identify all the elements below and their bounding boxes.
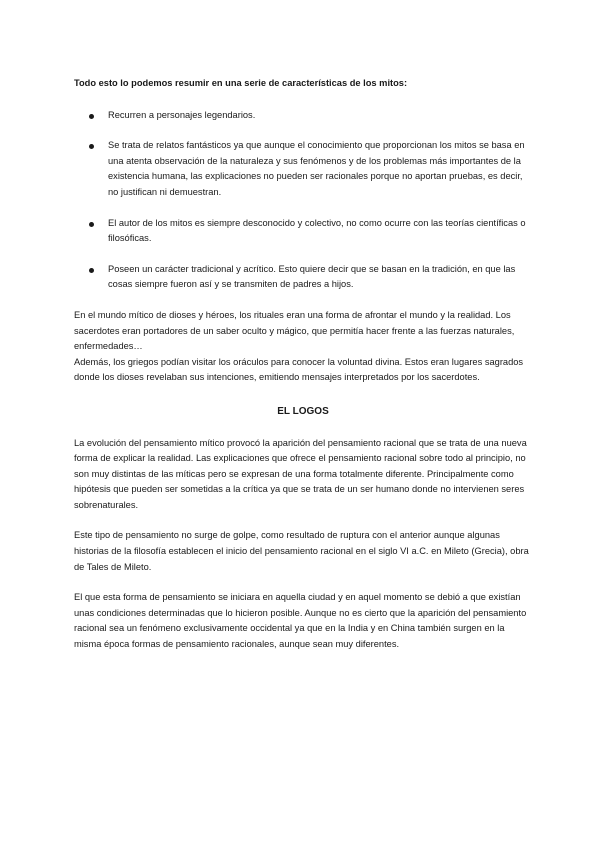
list-item-text: Recurren a personajes legendarios. xyxy=(108,109,256,120)
list-item-text: Se trata de relatos fantásticos ya que aunque el conocimiento que proporcionan los mitos se basa en una atenta observación de la naturaleza y sus fenómenos y de los problemas más importantes de la existencia humana, las explicaciones no pueden ser racionales porque no aportan pruebas, es decir, no justifican ni demuestran. xyxy=(108,140,525,197)
paragraph-spacer xyxy=(74,575,532,590)
list-item-text: El autor de los mitos es siempre desconocido y colectivo, no como ocurre con las teorías científicas o filosóficas. xyxy=(108,217,526,244)
bullet-icon xyxy=(89,144,94,149)
logos-paragraph-conditions: El que esta forma de pensamiento se iniciara en aquella ciudad y en aquel momento se debió a que existían unas condiciones determinadas que lo hicieron posible. Aunque no es cierto que la aparición del pensamiento racional sea un fenómeno exclusivamente occidental ya que en la India y en China también surgen en la misma época formas de pensamiento racionales, aunque sean muy diferentes. xyxy=(74,592,527,650)
intro-heading: Todo esto lo podemos resumir en una serie de características de los mitos: xyxy=(74,78,408,88)
paragraph-spacer xyxy=(74,513,532,528)
oracles-paragraph: Además, los griegos podían visitar los oráculos para conocer la voluntad divina. Estos eran lugares sagrados donde los dioses revelaban sus intenciones, emitiendo mensajes interpretados por los sacerdotes. xyxy=(74,356,524,383)
logos-paragraph-evolution: La evolución del pensamiento mítico provocó la aparición del pensamiento racional que se trata de una nueva forma de explicar la realidad. Las explicaciones que ofrece el pensamiento racional sobre todo al principio, no son muy distintas de las míticas pero se expresan de una forma totalmente diferente. Principalmente como hipótesis que pueden ser sometidas a la crítica ya que se trata de un ser humano donde no intervienen seres sobrenaturales. xyxy=(74,437,527,510)
list-item xyxy=(74,216,532,247)
bullet-icon xyxy=(89,222,94,227)
section-title: EL LOGOS xyxy=(277,405,329,417)
characteristics-list xyxy=(74,108,532,293)
bullet-icon xyxy=(89,268,94,273)
mythic-world-paragraph: En el mundo mítico de dioses y héroes, los rituales eran una forma de afrontar el mundo y la realidad. Los sacerdotes eran portadores de un saber oculto y mágico, que permitía hacer frente a las fuerzas naturales, enfermedades… xyxy=(74,309,515,352)
list-item xyxy=(74,108,532,124)
logos-paragraph-origin: Este tipo de pensamiento no surge de golpe, como resultado de ruptura con el anterior aunque algunas historias de la filosofía establecen el inicio del pensamiento racional en el siglo VI a.C. en Mileto (Grecia), obra de Tales de Mileto. xyxy=(74,530,529,572)
list-item xyxy=(74,138,532,200)
list-item xyxy=(74,262,532,293)
bullet-icon xyxy=(89,114,94,119)
document-body xyxy=(74,76,532,653)
list-item-text: Poseen un carácter tradicional y acrítico. Esto quiere decir que se basan en la tradición, en que las cosas siempre fueron así y se transmiten de padres a hijos. xyxy=(108,263,516,290)
